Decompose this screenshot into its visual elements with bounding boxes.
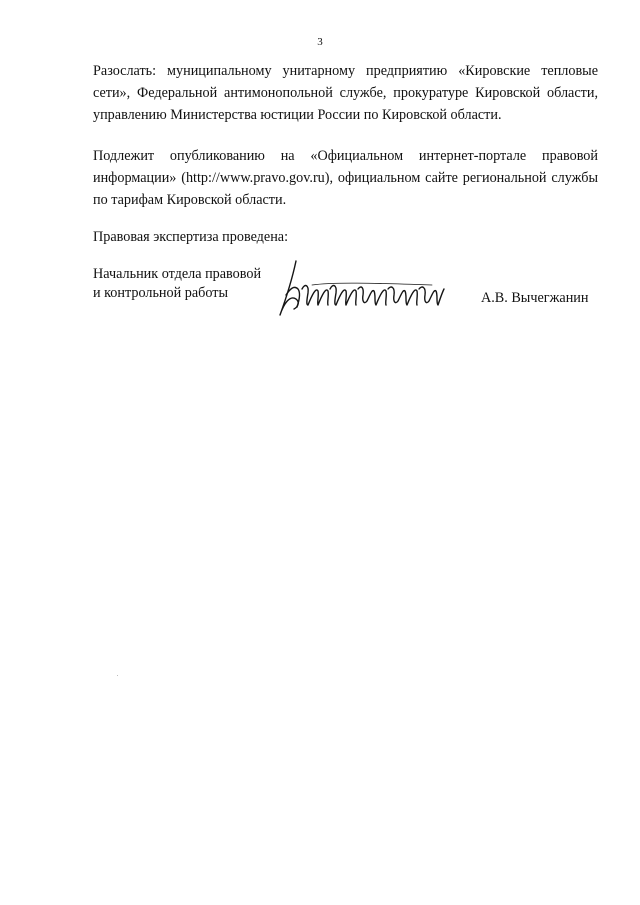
signer-position — [93, 265, 261, 303]
handwritten-signature-icon — [272, 255, 447, 320]
distribution-paragraph: Разослать: муниципальному унитарному предприятию «Кировские тепловые сети», Федеральной антимонопольной службе, прокуратуре Кировской области, управлению Министерства юстиции России по Кировской области. — [93, 63, 598, 123]
signer-position-line-1: Начальник отдела правовой — [93, 266, 262, 282]
scan-speck — [117, 675, 118, 676]
signer-name: А.В. Вычегжанин — [481, 290, 589, 306]
signer-position-line-2: и контрольной работы — [93, 285, 228, 301]
page-number: 3 — [317, 36, 323, 48]
publication-paragraph: Подлежит опубликованию на «Официальном интернет-портале правовой информации» (http://www.pravo.gov.ru), официальном сайте региональной службы по тарифам Кировской области. — [93, 148, 598, 208]
legal-review-line: Правовая экспертиза проведена: — [93, 229, 289, 245]
